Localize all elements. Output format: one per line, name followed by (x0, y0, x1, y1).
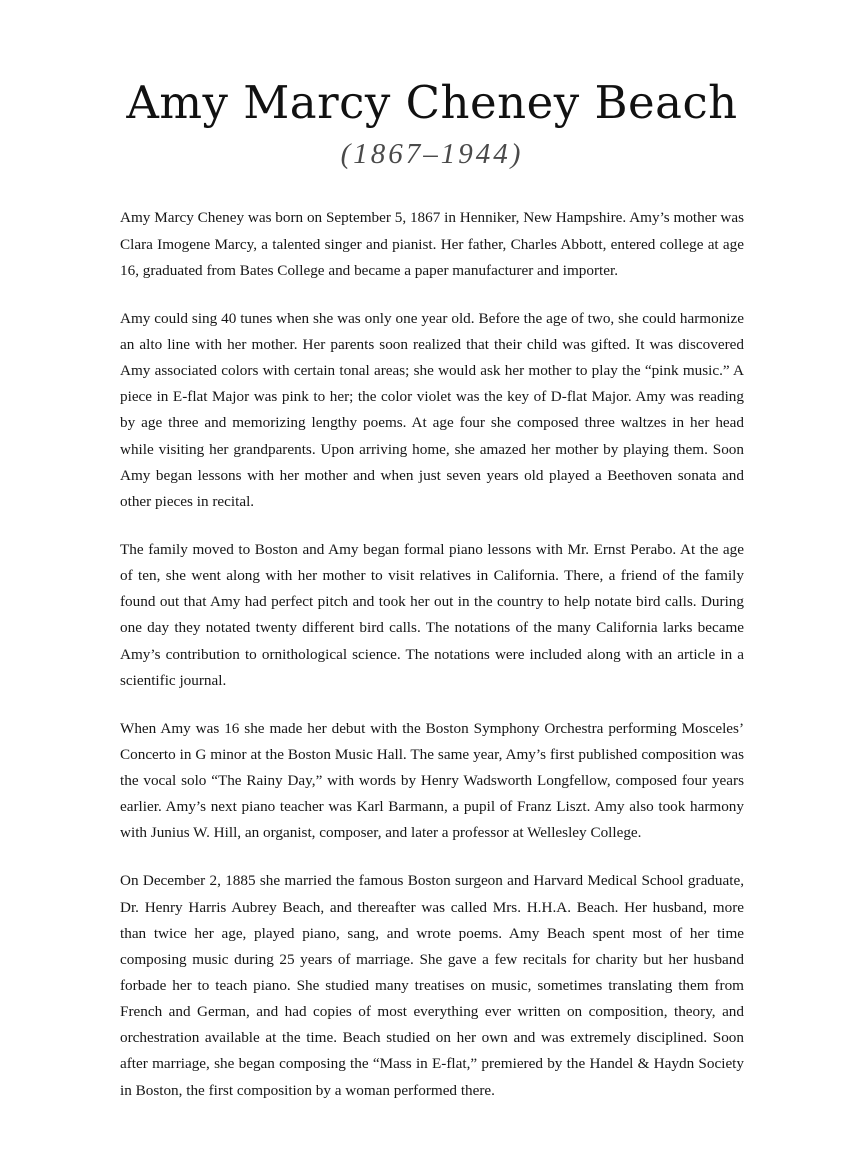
document-body (120, 205, 744, 1103)
paragraph: The family moved to Boston and Amy began formal piano lessons with Mr. Ernst Perabo. At the age of ten, she went along with her mother to visit relatives in California. There, a friend of the family found out that Amy had perfect pitch and took her out in the country to help notate bird calls. During one day they notated twenty different bird calls. The notations of the many California larks became Amy’s contribution to ornithological science. The notations were included along with an article in a scientific journal. (120, 540, 744, 689)
paragraph: Amy could sing 40 tunes when she was only one year old. Before the age of two, she could harmonize an alto line with her mother. Her parents soon realized that their child was gifted. It was discovered Amy associated colors with certain tonal areas; she would ask her mother to play the “pink music.” A piece in E-flat Major was pink to her; the color violet was the key of D-flat Major. Amy was reading by age three and memorizing lengthy poems. At age four she composed three waltzes in her head while visiting her grandparents. Upon arriving home, she amazed her mother by playing them. Soon Amy began lessons with her mother and when just seven years old played a Beethoven sonata and other pieces in recital. (120, 309, 744, 510)
paragraph: On December 2, 1885 she married the famous Boston surgeon and Harvard Medical School graduate, Dr. Henry Harris Aubrey Beach, and thereafter was called Mrs. H.H.A. Beach. Her husband, more than twice her age, played piano, sang, and wrote poems. Amy Beach spent most of her time composing music during 25 years of marriage. She gave a few recitals for charity but her husband forbade her to teach piano. She studied many treatises on music, sometimes translating them from French and German, and had copies of most everything ever written on composition, theory, and orchestration available at the time. Beach studied on her own and was extremely disciplined. Soon after marriage, she began composing the “Mass in E-flat,” premiered by the Handel & Haydn Society in Boston, the first composition by a woman performed there. (120, 872, 744, 1099)
paragraph: Amy Marcy Cheney was born on September 5, 1867 in Henniker, New Hampshire. Amy’s mother was Clara Imogene Marcy, a talented singer and pianist. Her father, Charles Abbott, entered college at age 16, graduated from Bates College and became a paper manufacturer and importer. (120, 209, 744, 279)
page-subtitle-dates: (1867–1944) (340, 138, 524, 171)
paragraph: When Amy was 16 she made her debut with the Boston Symphony Orchestra performing Mosceles’ Concerto in G minor at the Boston Music Hall. The same year, Amy’s first published composition was the vocal solo “The Rainy Day,” with words by Henry Wadsworth Longfellow, composed four years earlier. Amy’s next piano teacher was Karl Barmann, a pupil of Franz Liszt. Amy also took harmony with Junius W. Hill, an organist, composer, and later a professor at Wellesley College. (120, 719, 744, 842)
page-title: Amy Marcy Cheney Beach (126, 76, 738, 129)
